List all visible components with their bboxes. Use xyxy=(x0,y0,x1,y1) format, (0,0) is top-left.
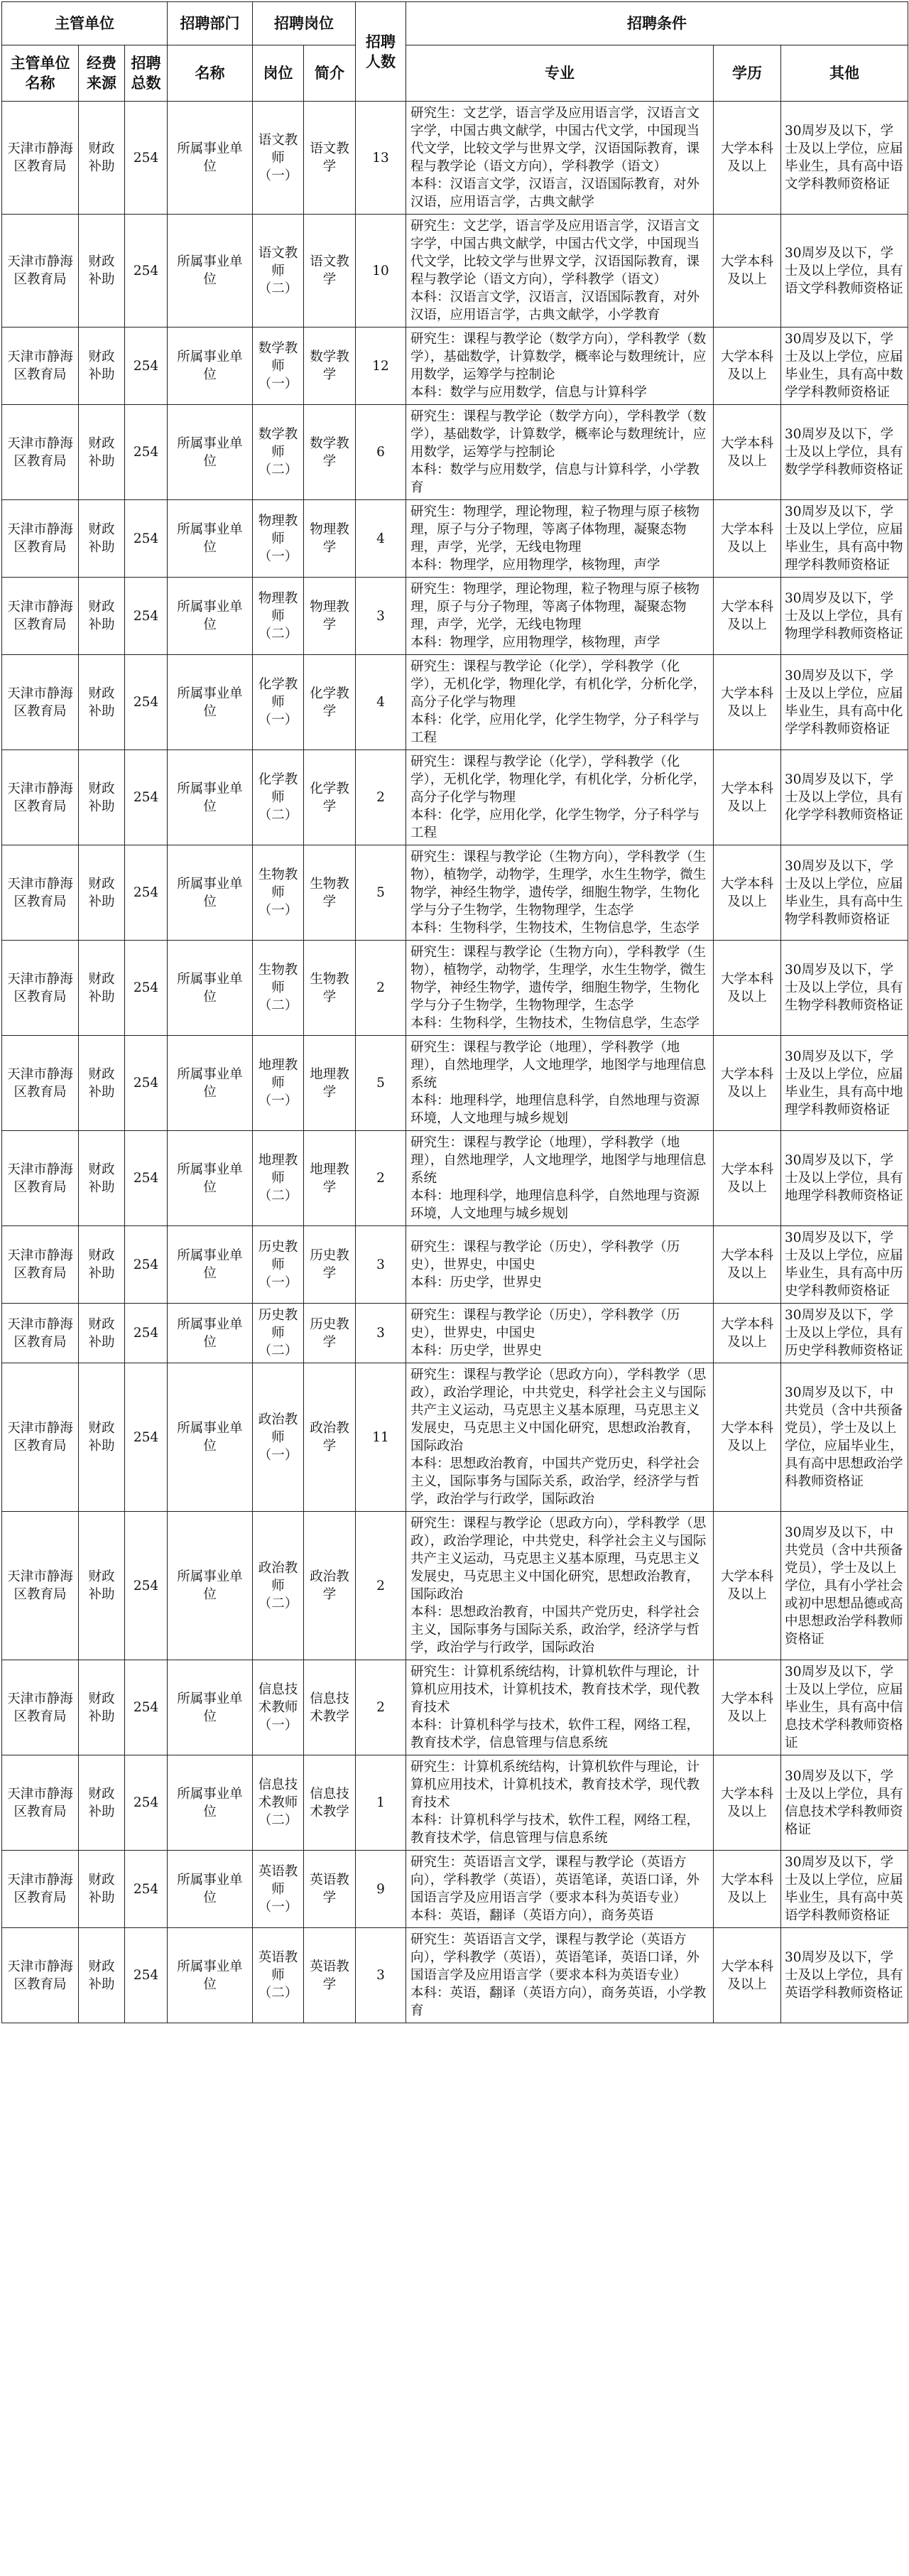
cell-total: 254 xyxy=(125,1226,168,1304)
table-row xyxy=(2,1928,908,2023)
cell-intro: 英语教学 xyxy=(304,1851,356,1928)
cell-major xyxy=(406,1512,714,1660)
cell-fund-source: 财政补助 xyxy=(79,1226,125,1304)
cell-total: 254 xyxy=(125,1660,168,1755)
cell-unit-name: 天津市静海区教育局 xyxy=(2,750,79,845)
cell-count: 12 xyxy=(356,328,406,405)
major-graduate-line: 研究生：课程与教学论（生物方向），学科教学（生物），植物学，动物学，生理学，水生生物学，微生物学，神经生物学，遗传学，细胞生物学，生物化学与分子生物学，生物物理学，生态学 xyxy=(410,850,707,918)
cell-intro: 语文教学 xyxy=(304,102,356,215)
header-total: 招聘总数 xyxy=(125,45,168,102)
header-row-columns xyxy=(2,45,908,102)
cell-education: 大学本科及以上 xyxy=(714,1755,781,1851)
cell-post: 化学教师（二） xyxy=(253,750,304,845)
cell-fund-source: 财政补助 xyxy=(79,1363,125,1512)
cell-intro: 地理教学 xyxy=(304,1036,356,1131)
cell-other: 30周岁及以下，学士及以上学位，应届毕业生，具有高中物理学科教师资格证 xyxy=(781,500,908,578)
header-unit-name: 主管单位名称 xyxy=(2,45,79,102)
cell-count: 10 xyxy=(356,215,406,328)
cell-intro: 化学教学 xyxy=(304,750,356,845)
cell-post: 数学教师（一） xyxy=(253,328,304,405)
cell-fund-source: 财政补助 xyxy=(79,1512,125,1660)
table-body xyxy=(2,102,908,2023)
major-graduate-line: 研究生：课程与教学论（数学方向），学科教学（数学），基础数学，计算数学，概率论与数理统计，应用数学，运筹学与控制论 xyxy=(410,409,707,460)
cell-post: 生物教师（一） xyxy=(253,845,304,941)
header-group-conditions: 招聘条件 xyxy=(406,2,908,45)
cell-intro: 政治教学 xyxy=(304,1363,356,1512)
cell-total: 254 xyxy=(125,1755,168,1851)
cell-unit-name: 天津市静海区教育局 xyxy=(2,500,79,578)
cell-count: 3 xyxy=(356,578,406,655)
cell-count: 5 xyxy=(356,845,406,941)
table-row xyxy=(2,1131,908,1226)
cell-other: 30周岁及以下，学士及以上学位，应届毕业生，具有高中地理学科教师资格证 xyxy=(781,1036,908,1131)
cell-other: 30周岁及以下，学士及以上学位，应届毕业生，具有高中生物学科教师资格证 xyxy=(781,845,908,941)
cell-post: 数学教师（二） xyxy=(253,405,304,500)
cell-intro: 英语教学 xyxy=(304,1928,356,2023)
cell-count: 3 xyxy=(356,1226,406,1304)
cell-dept-name: 所属事业单位 xyxy=(168,1363,253,1512)
cell-dept-name: 所属事业单位 xyxy=(168,1226,253,1304)
cell-major xyxy=(406,655,714,750)
cell-dept-name: 所属事业单位 xyxy=(168,655,253,750)
major-undergrad-line: 本科：思想政治教育，中国共产党历史，科学社会主义，国际事务与国际关系，政治学，经济学与哲学，政治学与行政学，国际政治 xyxy=(410,1605,700,1655)
cell-total: 254 xyxy=(125,1512,168,1660)
cell-intro: 化学教学 xyxy=(304,655,356,750)
cell-other: 30周岁及以下，学士及以上学位，具有历史学科教师资格证 xyxy=(781,1304,908,1363)
major-undergrad-line: 本科：英语，翻译（英语方向），商务英语，小学教育 xyxy=(410,1986,707,2018)
cell-dept-name: 所属事业单位 xyxy=(168,1660,253,1755)
major-graduate-line: 研究生：文艺学，语言学及应用语言学，汉语言文字学，中国古典文献学，中国古代文学，中国现当代文学，比较文学与世界文学，汉语国际教育，课程与教学论（语文方向），学科教学（语文） xyxy=(410,219,700,287)
cell-count: 4 xyxy=(356,655,406,750)
table-row xyxy=(2,1036,908,1131)
cell-count: 3 xyxy=(356,1304,406,1363)
cell-fund-source: 财政补助 xyxy=(79,500,125,578)
cell-intro: 历史教学 xyxy=(304,1304,356,1363)
major-graduate-line: 研究生：计算机系统结构，计算机软件与理论，计算机应用技术，计算机技术，教育技术学，现代教育技术 xyxy=(410,1665,700,1715)
cell-unit-name: 天津市静海区教育局 xyxy=(2,1226,79,1304)
cell-education: 大学本科及以上 xyxy=(714,405,781,500)
cell-dept-name: 所属事业单位 xyxy=(168,578,253,655)
cell-other: 30周岁及以下，学士及以上学位，具有生物学科教师资格证 xyxy=(781,941,908,1036)
cell-major xyxy=(406,1226,714,1304)
cell-other: 30周岁及以下，学士及以上学位，具有信息技术学科教师资格证 xyxy=(781,1755,908,1851)
cell-total: 254 xyxy=(125,1036,168,1131)
header-group-dept: 招聘部门 xyxy=(168,2,253,45)
table-row xyxy=(2,941,908,1036)
major-undergrad-line: 本科：地理科学，地理信息科学，自然地理与资源环境，人文地理与城乡规划 xyxy=(410,1093,700,1126)
cell-intro: 数学教学 xyxy=(304,405,356,500)
cell-other: 30周岁及以下，学士及以上学位，应届毕业生，具有高中语文学科教师资格证 xyxy=(781,102,908,215)
cell-post: 地理教师（一） xyxy=(253,1036,304,1131)
cell-intro: 信息技术教学 xyxy=(304,1660,356,1755)
header-count: 招聘人数 xyxy=(356,2,406,102)
cell-dept-name: 所属事业单位 xyxy=(168,1304,253,1363)
cell-unit-name: 天津市静海区教育局 xyxy=(2,1131,79,1226)
major-undergrad-line: 本科：计算机科学与技术，软件工程，网络工程，教育技术学，信息管理与信息系统 xyxy=(410,1813,700,1846)
cell-education: 大学本科及以上 xyxy=(714,1304,781,1363)
recruitment-table xyxy=(1,1,908,2023)
cell-other: 30周岁及以下，学士及以上学位，应届毕业生，具有高中历史学科教师资格证 xyxy=(781,1226,908,1304)
cell-dept-name: 所属事业单位 xyxy=(168,500,253,578)
cell-dept-name: 所属事业单位 xyxy=(168,941,253,1036)
cell-other: 30周岁及以下，学士及以上学位，应届毕业生，具有高中英语学科教师资格证 xyxy=(781,1851,908,1928)
cell-other: 30周岁及以下，学士及以上学位，应届毕业生，具有高中信息技术学科教师资格证 xyxy=(781,1660,908,1755)
cell-count: 9 xyxy=(356,1851,406,1928)
header-intro: 简介 xyxy=(304,45,356,102)
cell-count: 3 xyxy=(356,1928,406,2023)
cell-other: 30周岁及以下，学士及以上学位，具有语文学科教师资格证 xyxy=(781,215,908,328)
cell-education: 大学本科及以上 xyxy=(714,1851,781,1928)
cell-intro: 政治教学 xyxy=(304,1512,356,1660)
cell-education: 大学本科及以上 xyxy=(714,1226,781,1304)
cell-total: 254 xyxy=(125,1928,168,2023)
cell-education: 大学本科及以上 xyxy=(714,102,781,215)
cell-dept-name: 所属事业单位 xyxy=(168,1131,253,1226)
major-graduate-line: 研究生：课程与教学论（地理），学科教学（地理），自然地理学，人文地理学，地图学与地理信息系统 xyxy=(410,1040,707,1091)
cell-dept-name: 所属事业单位 xyxy=(168,1928,253,2023)
major-graduate-line: 研究生：课程与教学论（生物方向），学科教学（生物），植物学，动物学，生理学，水生生物学，微生物学，神经生物学，遗传学，细胞生物学，生物化学与分子生物学，生物物理学，生态学 xyxy=(410,945,707,1013)
major-graduate-line: 研究生：物理学，理论物理，粒子物理与原子核物理，原子与分子物理，等离子体物理，凝聚态物理，声学，光学，无线电物理 xyxy=(410,504,700,555)
cell-total: 254 xyxy=(125,578,168,655)
cell-post: 信息技术教师（一） xyxy=(253,1660,304,1755)
cell-major xyxy=(406,215,714,328)
cell-post: 语文教师（二） xyxy=(253,215,304,328)
major-undergrad-line: 本科：物理学，应用物理学，核物理，声学 xyxy=(410,558,660,573)
cell-unit-name: 天津市静海区教育局 xyxy=(2,405,79,500)
cell-education: 大学本科及以上 xyxy=(714,1928,781,2023)
cell-fund-source: 财政补助 xyxy=(79,1928,125,2023)
major-graduate-line: 研究生：英语语言文学，课程与教学论（英语方向），学科教学（英语），英语笔译，英语口译，外国语言学及应用语言学（要求本科为英语专业） xyxy=(410,1932,700,1983)
cell-fund-source: 财政补助 xyxy=(79,1131,125,1226)
cell-major xyxy=(406,1928,714,2023)
cell-intro: 生物教学 xyxy=(304,845,356,941)
cell-unit-name: 天津市静海区教育局 xyxy=(2,328,79,405)
major-graduate-line: 研究生：计算机系统结构，计算机软件与理论，计算机应用技术，计算机技术，教育技术学，现代教育技术 xyxy=(410,1760,700,1810)
table-row xyxy=(2,102,908,215)
cell-education: 大学本科及以上 xyxy=(714,655,781,750)
cell-intro: 数学教学 xyxy=(304,328,356,405)
table-row xyxy=(2,655,908,750)
cell-post: 英语教师（一） xyxy=(253,1851,304,1928)
major-undergrad-line: 本科：数学与应用数学，信息与计算科学 xyxy=(410,385,648,400)
cell-other: 30周岁及以下，中共党员（含中共预备党员），学士及以上学位，具有小学社会或初中思想品德或高中思想政治学科教师资格证 xyxy=(781,1512,908,1660)
cell-fund-source: 财政补助 xyxy=(79,845,125,941)
cell-dept-name: 所属事业单位 xyxy=(168,1036,253,1131)
cell-fund-source: 财政补助 xyxy=(79,1036,125,1131)
cell-major xyxy=(406,578,714,655)
cell-education: 大学本科及以上 xyxy=(714,1660,781,1755)
cell-unit-name: 天津市静海区教育局 xyxy=(2,845,79,941)
cell-fund-source: 财政补助 xyxy=(79,102,125,215)
cell-fund-source: 财政补助 xyxy=(79,328,125,405)
cell-other: 30周岁及以下，学士及以上学位，应届毕业生，具有高中化学学科教师资格证 xyxy=(781,655,908,750)
table-row xyxy=(2,1226,908,1304)
cell-major xyxy=(406,1851,714,1928)
cell-post: 英语教师（二） xyxy=(253,1928,304,2023)
cell-other: 30周岁及以下，中共党员（含中共预备党员），学士及以上学位，应届毕业生，具有高中思想政治学科教师资格证 xyxy=(781,1363,908,1512)
cell-fund-source: 财政补助 xyxy=(79,215,125,328)
cell-intro: 物理教学 xyxy=(304,578,356,655)
cell-count: 2 xyxy=(356,1512,406,1660)
major-undergrad-line: 本科：地理科学，地理信息科学，自然地理与资源环境，人文地理与城乡规划 xyxy=(410,1189,700,1221)
major-graduate-line: 研究生：英语语言文学，课程与教学论（英语方向），学科教学（英语），英语笔译，英语口译，外国语言学及应用语言学（要求本科为英语专业） xyxy=(410,1855,700,1905)
cell-unit-name: 天津市静海区教育局 xyxy=(2,1851,79,1928)
cell-dept-name: 所属事业单位 xyxy=(168,1512,253,1660)
cell-other: 30周岁及以下，学士及以上学位，具有英语学科教师资格证 xyxy=(781,1928,908,2023)
cell-total: 254 xyxy=(125,215,168,328)
cell-dept-name: 所属事业单位 xyxy=(168,750,253,845)
cell-post: 化学教师（一） xyxy=(253,655,304,750)
header-education: 学历 xyxy=(714,45,781,102)
cell-unit-name: 天津市静海区教育局 xyxy=(2,1928,79,2023)
cell-count: 2 xyxy=(356,1660,406,1755)
cell-other: 30周岁及以下，学士及以上学位，具有物理学科教师资格证 xyxy=(781,578,908,655)
cell-post: 语文教师（一） xyxy=(253,102,304,215)
major-undergrad-line: 本科：生物科学，生物技术，生物信息学，生态学 xyxy=(410,921,700,936)
cell-education: 大学本科及以上 xyxy=(714,1131,781,1226)
major-graduate-line: 研究生：文艺学，语言学及应用语言学，汉语言文字学，中国古典文献学，中国古代文学，中国现当代文学，比较文学与世界文学，汉语国际教育，课程与教学论（语文方向），学科教学（语文） xyxy=(410,106,700,174)
cell-unit-name: 天津市静海区教育局 xyxy=(2,1755,79,1851)
header-group-unit: 主管单位 xyxy=(2,2,168,45)
table-row xyxy=(2,1755,908,1851)
cell-fund-source: 财政补助 xyxy=(79,405,125,500)
table-row xyxy=(2,750,908,845)
cell-education: 大学本科及以上 xyxy=(714,215,781,328)
cell-dept-name: 所属事业单位 xyxy=(168,845,253,941)
cell-total: 254 xyxy=(125,655,168,750)
cell-major xyxy=(406,1755,714,1851)
cell-total: 254 xyxy=(125,1363,168,1512)
cell-other: 30周岁及以下，学士及以上学位，具有数学学科教师资格证 xyxy=(781,405,908,500)
cell-unit-name: 天津市静海区教育局 xyxy=(2,1512,79,1660)
table-row xyxy=(2,1304,908,1363)
header-major: 专业 xyxy=(406,45,714,102)
cell-count: 2 xyxy=(356,750,406,845)
cell-major xyxy=(406,941,714,1036)
cell-education: 大学本科及以上 xyxy=(714,1512,781,1660)
table-row xyxy=(2,845,908,941)
cell-fund-source: 财政补助 xyxy=(79,750,125,845)
cell-major xyxy=(406,405,714,500)
cell-education: 大学本科及以上 xyxy=(714,500,781,578)
major-undergrad-line: 本科：汉语言文学，汉语言，汉语国际教育，对外汉语，应用语言学，古典文献学，小学教育 xyxy=(410,290,700,323)
major-graduate-line: 研究生：课程与教学论（数学方向），学科教学（数学），基础数学，计算数学，概率论与数理统计，应用数学，运筹学与控制论 xyxy=(410,332,707,382)
cell-major xyxy=(406,1304,714,1363)
major-undergrad-line: 本科：生物科学，生物技术，生物信息学，生态学 xyxy=(410,1016,700,1031)
major-undergrad-line: 本科：计算机科学与技术，软件工程，网络工程，教育技术学，信息管理与信息系统 xyxy=(410,1718,700,1750)
table-row xyxy=(2,1851,908,1928)
cell-total: 254 xyxy=(125,500,168,578)
cell-major xyxy=(406,845,714,941)
cell-total: 254 xyxy=(125,405,168,500)
cell-unit-name: 天津市静海区教育局 xyxy=(2,1363,79,1512)
table-row xyxy=(2,1660,908,1755)
major-undergrad-line: 本科：物理学，应用物理学，核物理，声学 xyxy=(410,635,660,650)
cell-major xyxy=(406,750,714,845)
cell-post: 政治教师（二） xyxy=(253,1512,304,1660)
cell-intro: 历史教学 xyxy=(304,1226,356,1304)
header-group-post: 招聘岗位 xyxy=(253,2,356,45)
cell-dept-name: 所属事业单位 xyxy=(168,215,253,328)
major-graduate-line: 研究生：课程与教学论（化学），学科教学（化学），无机化学，物理化学，有机化学，分析化学，高分子化学与物理 xyxy=(410,659,707,710)
cell-unit-name: 天津市静海区教育局 xyxy=(2,578,79,655)
cell-post: 信息技术教师（二） xyxy=(253,1755,304,1851)
major-graduate-line: 研究生：课程与教学论（思政方向），学科教学（思政），政治学理论，中共党史，科学社会主义与国际共产主义运动，马克思主义基本原理，马克思主义发展史，马克思主义中国化研究，思想政治教育，国际政治 xyxy=(410,1368,707,1454)
cell-total: 254 xyxy=(125,750,168,845)
major-undergrad-line: 本科：思想政治教育，中国共产党历史，科学社会主义，国际事务与国际关系，政治学，经济学与哲学，政治学与行政学，国际政治 xyxy=(410,1456,700,1507)
table-row xyxy=(2,500,908,578)
cell-post: 历史教师（二） xyxy=(253,1304,304,1363)
cell-total: 254 xyxy=(125,1304,168,1363)
cell-intro: 语文教学 xyxy=(304,215,356,328)
cell-post: 政治教师（一） xyxy=(253,1363,304,1512)
cell-count: 4 xyxy=(356,500,406,578)
cell-count: 2 xyxy=(356,1131,406,1226)
cell-post: 地理教师（二） xyxy=(253,1131,304,1226)
major-graduate-line: 研究生：课程与教学论（地理），学科教学（地理），自然地理学，人文地理学，地图学与地理信息系统 xyxy=(410,1135,707,1186)
cell-education: 大学本科及以上 xyxy=(714,578,781,655)
cell-major xyxy=(406,1131,714,1226)
cell-post: 历史教师（一） xyxy=(253,1226,304,1304)
cell-unit-name: 天津市静海区教育局 xyxy=(2,655,79,750)
cell-fund-source: 财政补助 xyxy=(79,1755,125,1851)
cell-unit-name: 天津市静海区教育局 xyxy=(2,102,79,215)
major-undergrad-line: 本科：英语，翻译（英语方向），商务英语 xyxy=(410,1908,654,1923)
cell-post: 物理教师（二） xyxy=(253,578,304,655)
cell-fund-source: 财政补助 xyxy=(79,1851,125,1928)
cell-education: 大学本科及以上 xyxy=(714,1036,781,1131)
major-undergrad-line: 本科：数学与应用数学，信息与计算科学，小学教育 xyxy=(410,462,700,495)
major-graduate-line: 研究生：物理学，理论物理，粒子物理与原子核物理，原子与分子物理，等离子体物理，凝聚态物理，声学，光学，无线电物理 xyxy=(410,582,700,632)
major-graduate-line: 研究生：课程与教学论（历史），学科教学（历史），世界史，中国史 xyxy=(410,1239,680,1272)
cell-count: 11 xyxy=(356,1363,406,1512)
cell-total: 254 xyxy=(125,1851,168,1928)
cell-dept-name: 所属事业单位 xyxy=(168,1851,253,1928)
cell-education: 大学本科及以上 xyxy=(714,1363,781,1512)
cell-dept-name: 所属事业单位 xyxy=(168,102,253,215)
cell-count: 5 xyxy=(356,1036,406,1131)
cell-dept-name: 所属事业单位 xyxy=(168,405,253,500)
major-undergrad-line: 本科：历史学，世界史 xyxy=(410,1343,543,1358)
cell-fund-source: 财政补助 xyxy=(79,578,125,655)
major-graduate-line: 研究生：课程与教学论（思政方向），学科教学（思政），政治学理论，中共党史，科学社会主义与国际共产主义运动，马克思主义基本原理，马克思主义发展史，马克思主义中国化研究，思想政治教育，国际政治 xyxy=(410,1516,707,1602)
major-undergrad-line: 本科：化学，应用化学，化学生物学，分子科学与工程 xyxy=(410,808,700,840)
cell-major xyxy=(406,102,714,215)
cell-unit-name: 天津市静海区教育局 xyxy=(2,215,79,328)
cell-fund-source: 财政补助 xyxy=(79,941,125,1036)
header-dept-name: 名称 xyxy=(168,45,253,102)
major-graduate-line: 研究生：课程与教学论（化学），学科教学（化学），无机化学，物理化学，有机化学，分析化学，高分子化学与物理 xyxy=(410,754,707,805)
cell-major xyxy=(406,1363,714,1512)
cell-dept-name: 所属事业单位 xyxy=(168,328,253,405)
header-row-groups xyxy=(2,2,908,45)
cell-unit-name: 天津市静海区教育局 xyxy=(2,1036,79,1131)
cell-education: 大学本科及以上 xyxy=(714,750,781,845)
table-row xyxy=(2,1363,908,1512)
cell-education: 大学本科及以上 xyxy=(714,328,781,405)
table-row xyxy=(2,328,908,405)
cell-count: 1 xyxy=(356,1755,406,1851)
cell-post: 物理教师（一） xyxy=(253,500,304,578)
cell-other: 30周岁及以下，学士及以上学位，具有地理学科教师资格证 xyxy=(781,1131,908,1226)
cell-other: 30周岁及以下，学士及以上学位，具有化学学科教师资格证 xyxy=(781,750,908,845)
cell-total: 254 xyxy=(125,102,168,215)
cell-intro: 信息技术教学 xyxy=(304,1755,356,1851)
major-graduate-line: 研究生：课程与教学论（历史），学科教学（历史），世界史，中国史 xyxy=(410,1308,680,1341)
cell-major xyxy=(406,500,714,578)
cell-other: 30周岁及以下，学士及以上学位，应届毕业生，具有高中数学学科教师资格证 xyxy=(781,328,908,405)
cell-intro: 物理教学 xyxy=(304,500,356,578)
cell-education: 大学本科及以上 xyxy=(714,845,781,941)
cell-fund-source: 财政补助 xyxy=(79,1660,125,1755)
major-undergrad-line: 本科：历史学，世界史 xyxy=(410,1275,543,1290)
cell-total: 254 xyxy=(125,328,168,405)
table-row xyxy=(2,1512,908,1660)
header-fund-source: 经费来源 xyxy=(79,45,125,102)
cell-major xyxy=(406,1036,714,1131)
table-row xyxy=(2,215,908,328)
cell-unit-name: 天津市静海区教育局 xyxy=(2,1304,79,1363)
cell-unit-name: 天津市静海区教育局 xyxy=(2,1660,79,1755)
cell-fund-source: 财政补助 xyxy=(79,1304,125,1363)
table-row xyxy=(2,405,908,500)
cell-count: 6 xyxy=(356,405,406,500)
cell-fund-source: 财政补助 xyxy=(79,655,125,750)
table-row xyxy=(2,578,908,655)
cell-total: 254 xyxy=(125,1131,168,1226)
header-other: 其他 xyxy=(781,45,908,102)
cell-total: 254 xyxy=(125,845,168,941)
cell-dept-name: 所属事业单位 xyxy=(168,1755,253,1851)
header-post: 岗位 xyxy=(253,45,304,102)
major-undergrad-line: 本科：汉语言文学，汉语言，汉语国际教育，对外汉语，应用语言学，古典文献学 xyxy=(410,177,700,210)
cell-total: 254 xyxy=(125,941,168,1036)
cell-intro: 生物教学 xyxy=(304,941,356,1036)
major-undergrad-line: 本科：化学，应用化学，化学生物学，分子科学与工程 xyxy=(410,713,700,745)
cell-post: 生物教师（二） xyxy=(253,941,304,1036)
cell-count: 2 xyxy=(356,941,406,1036)
cell-major xyxy=(406,328,714,405)
cell-intro: 地理教学 xyxy=(304,1131,356,1226)
cell-count: 13 xyxy=(356,102,406,215)
cell-education: 大学本科及以上 xyxy=(714,941,781,1036)
cell-unit-name: 天津市静海区教育局 xyxy=(2,941,79,1036)
cell-major xyxy=(406,1660,714,1755)
